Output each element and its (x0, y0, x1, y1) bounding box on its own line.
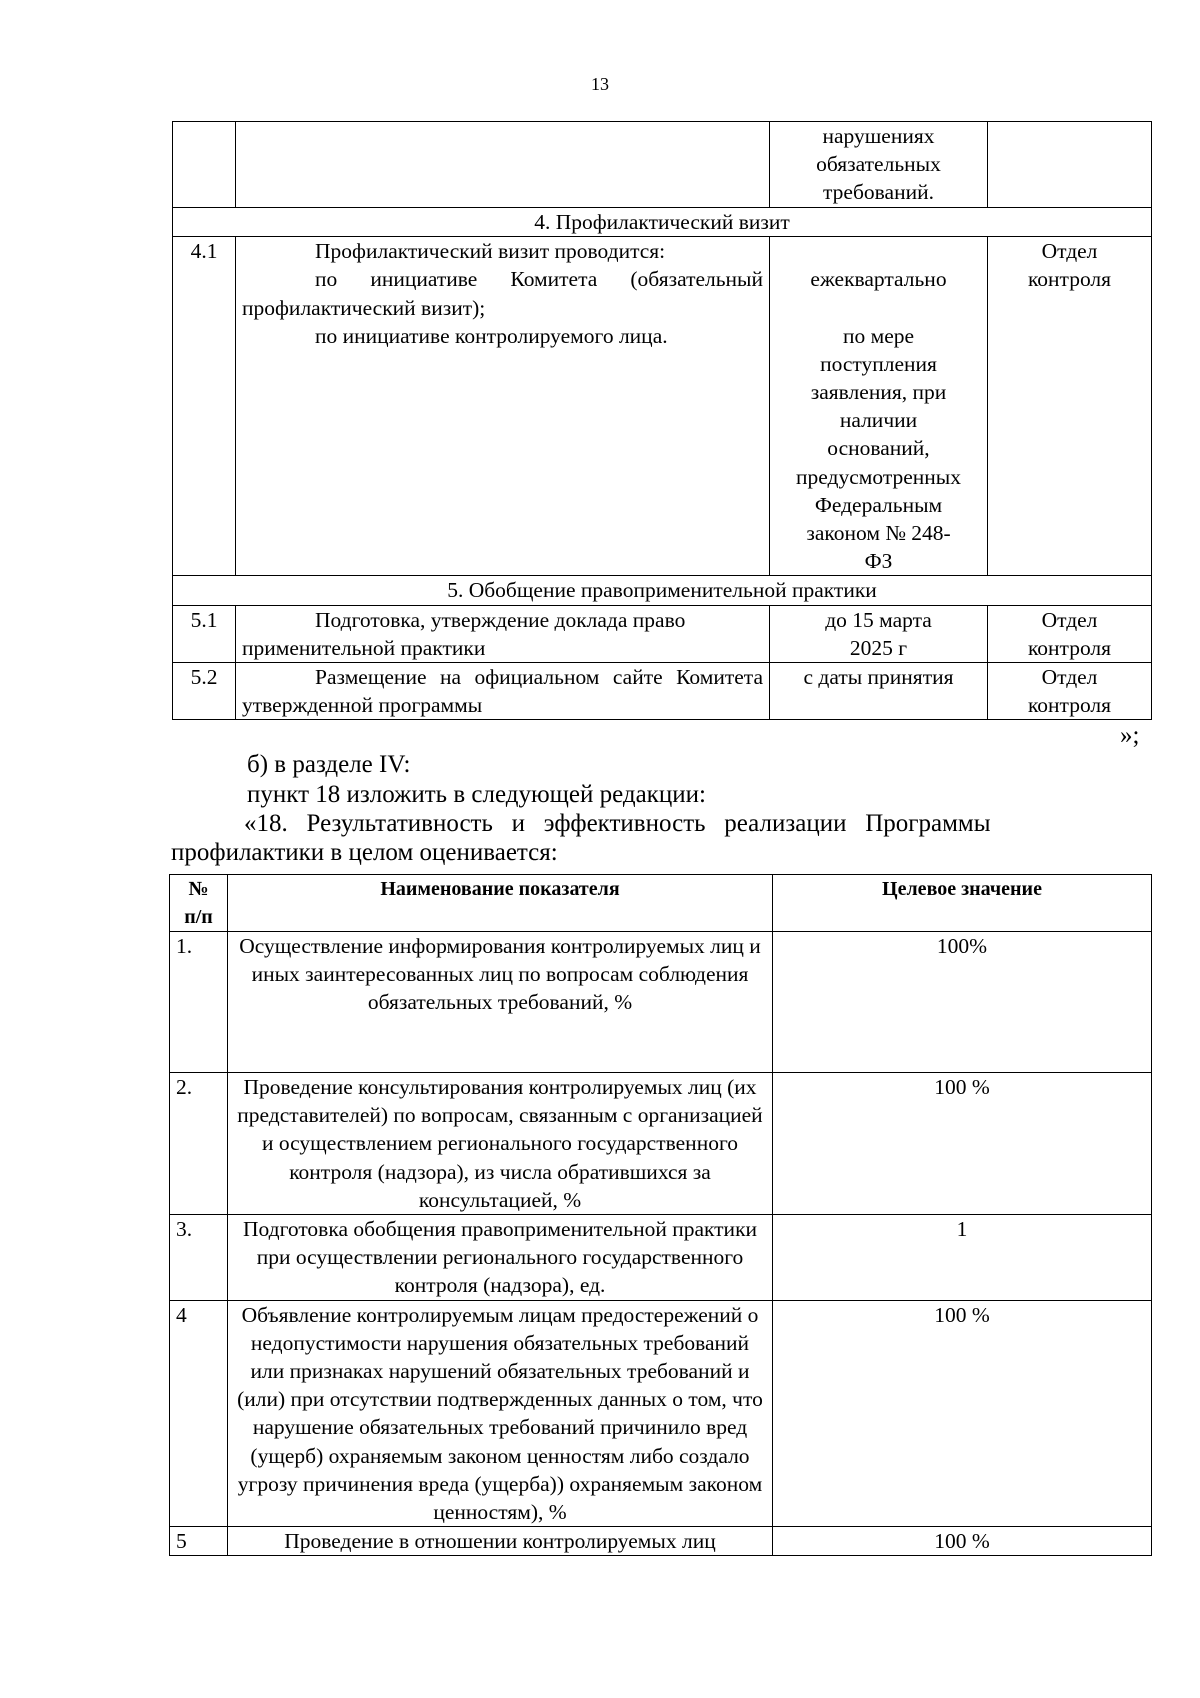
quote-line: «18. Результативность и эффективность реализации Программы (244, 810, 991, 837)
row-number: 5 (170, 1527, 228, 1556)
activity-cell: Подготовка, утверждение доклада право применительной практики (236, 605, 770, 662)
row-number: 3. (170, 1215, 228, 1301)
target-value: 100 % (773, 1300, 1152, 1527)
responsible-cell: Отдел контроля (988, 237, 1152, 576)
responsible-cell: Отдел контроля (988, 605, 1152, 662)
deadline-cell: с даты принятия (770, 663, 988, 720)
table-row (173, 237, 1152, 576)
target-value: 100% (773, 932, 1152, 1073)
indicator-name: Объявление контролируемым лицам предостережений о недопустимости нарушения обязательных требований или признаках нарушений обязательных требований и (или) при отсутствии подтвержденных данных о том, что нарушение обязательных требований причинило вред (ущерб) охраняемым законом ценностям либо создало угрозу причинения вреда (ущерба)) охраняемым законом ценностям), % (228, 1300, 773, 1527)
row-number: 2. (170, 1073, 228, 1215)
section-title: 5. Обобщение правоприменительной практики (173, 576, 1152, 605)
header-num: № п/п (170, 875, 228, 932)
activity-cell (236, 237, 770, 576)
table-cell (988, 122, 1152, 208)
header-name: Наименование показателя (228, 875, 773, 932)
section-row (173, 576, 1152, 605)
indicator-name: Осуществление информирования контролируемых лиц и иных заинтересованных лиц по вопросам соблюдения обязательных требований, % (228, 932, 773, 1073)
target-value: 100 % (773, 1527, 1152, 1556)
header-row (170, 875, 1152, 932)
header-value: Целевое значение (773, 875, 1152, 932)
table-cell (173, 122, 236, 208)
table-row (170, 1215, 1152, 1301)
closing-quote: »; (1120, 722, 1140, 749)
activity-line: Профилактический визит проводится: (315, 239, 666, 264)
plan-table (172, 121, 1152, 720)
indicator-name: Подготовка обобщения правоприменительной практики при осуществлении регионального государственного контроля (надзора), ед. (228, 1215, 773, 1301)
section-title: 4. Профилактический визит (173, 208, 1152, 237)
table-cell (236, 122, 770, 208)
table-row (170, 932, 1152, 1073)
page-number: 13 (591, 74, 609, 94)
deadline-cell: нарушениях обязательных требований. (770, 122, 988, 208)
table-row (173, 122, 1152, 208)
activity-line: по инициативе Комитета (обязательный профилактический визит); (242, 267, 763, 320)
table-row (170, 1527, 1152, 1556)
indicator-name: Проведение в отношении контролируемых лиц (228, 1527, 773, 1556)
indicator-name: Проведение консультирования контролируемых лиц (их представителей) по вопросам, связанным с организацией и осуществлением регионального государственного контроля (надзора), из числа обратившихся за консультацией, % (228, 1073, 773, 1215)
row-number: 1. (170, 932, 228, 1073)
paragraph-item18: пункт 18 изложить в следующей редакции: (247, 781, 706, 808)
target-value: 100 % (773, 1073, 1152, 1215)
row-number: 4.1 (173, 237, 236, 576)
table-row (173, 605, 1152, 662)
activity-line: по инициативе контролируемого лица. (315, 323, 668, 348)
target-value: 1 (773, 1215, 1152, 1301)
deadline-cell: до 15 марта 2025 г (770, 605, 988, 662)
table-row (170, 1073, 1152, 1215)
deadline-cell: ежеквартально по мере поступления заявления, при наличии оснований, предусмотренных Федеральным законом № 248- ФЗ (770, 237, 988, 576)
responsible-cell: Отдел контроля (988, 663, 1152, 720)
row-number: 5.2 (173, 663, 236, 720)
table-row (173, 663, 1152, 720)
indicators-table (169, 874, 1152, 1556)
quote-line: профилактики в целом оценивается: (171, 839, 558, 866)
section-row (173, 208, 1152, 237)
row-number: 4 (170, 1300, 228, 1527)
activity-cell: Размещение на официальном сайте Комитета утвержденной программы (236, 663, 770, 720)
row-number: 5.1 (173, 605, 236, 662)
paragraph-b: б) в разделе IV: (247, 751, 411, 778)
table-row (170, 1300, 1152, 1527)
